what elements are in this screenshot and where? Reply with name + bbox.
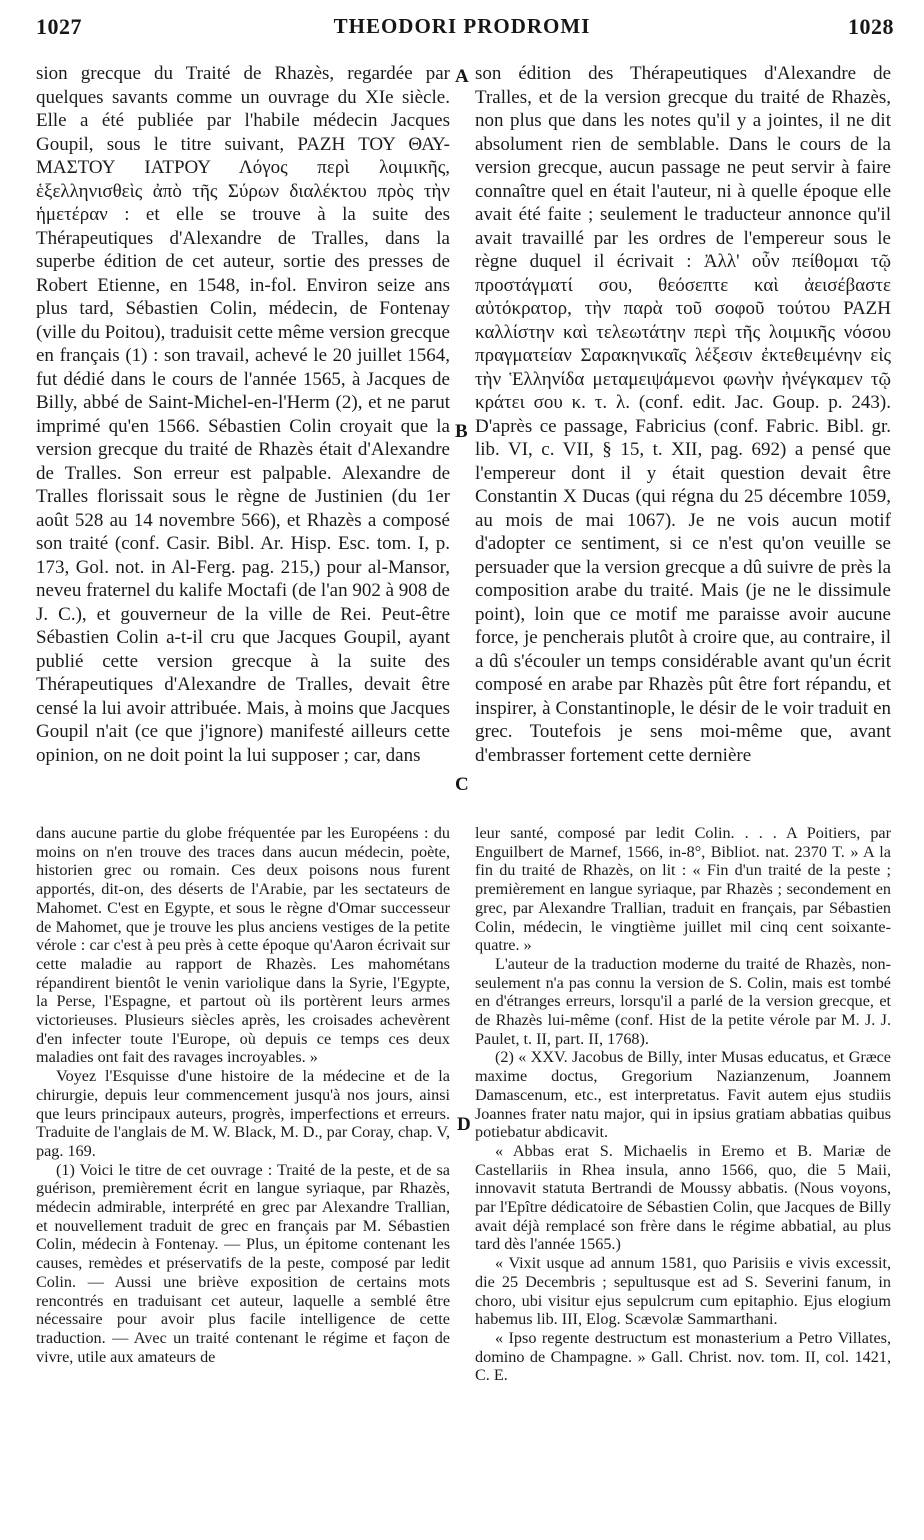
page-number-left: 1027 — [36, 14, 82, 39]
section-divider — [36, 806, 891, 807]
footnote-paragraph: dans aucune partie du globe fréquentée par les Européens : du moins on n'en trouve des traces dans aucun médecin, poète, historien grec ou romain. Ces deux poisons nous furent apportés, dit-on, des déserts de l'Arabie, par les sectateurs de Mahomet. C'est en Egypte, et sous le règne d'Omar successeur de Mahomet, que je trouve les plus anciens vestiges de la petite vérole : car c'est à peu près à cette époque qu'Aaron écrivait sur cette maladie au rapport de Rhazès. Les mahométans répandirent bientôt le venin varioliqu​e dans la Syrie, l'Egypte, la Perse, l'Espagne, et partout où ils portèrent leurs armes victorieuses. Plusieurs siècles après, les croisades achevèrent d'en infecter toute l'Europe, où depuis ce temps ces deux maladies ont fait des ravages incroyables. » — [36, 824, 450, 1067]
main-text-right-column — [475, 62, 891, 797]
section-marker-a: A — [455, 66, 469, 87]
running-title: THEODORI PRODROMI — [333, 14, 591, 38]
footnote-paragraph: « Abbas erat S. Michaelis in Eremo et B. Mariæ de Castellariis in Rhea insula, anno 1566, quo, die 5 Maii, innovavit statuta Bertrandi de Moussy abbatis. (Nous voyons, par l'Epître dédicatoire de Sébastien Colin, que Jacques de Billy avait déjà remplacé son frère dans le régime abbatial, au plus tard dès l'année 1565.) — [475, 1141, 891, 1254]
footnote-2: (2) « XXV. Jacobus de Billy, inter Musas educatus, et Græce maxime doctus, Gregorium Nazianzenum, Joannem Damascenum, etc., est interpretatus. Favit autem ejus studiis Joannes frater natu major, qui in ipsius gratiam abbatias quibus potiebatur abdicavit. — [475, 1048, 891, 1142]
footnotes-right-column — [475, 824, 891, 1524]
section-marker-c: C — [455, 774, 469, 795]
footnote-paragraph: « Ipso regente destructum est monasterium a Petro Villates, domino de Champagne. » Gall. Christ. nov. tom. II, col. 1421, C. E. — [475, 1328, 891, 1385]
main-text-left-paragraph: sion grecque du Traité de Rhazès, regardée par quelques savants comme un ouvrage du XIe siècle. Elle a été publiée par l'habile médecin Jacques Goupil, sous le titre suivant, ΡΑΖΗ ΤΟΥ ΘΑΥ-ΜΑΣΤΟΥ ΙΑΤΡΟΥ Λόγος περὶ λοιμικῆς, ἑξελληνισθεὶς ἀπὸ τῆς Σύρων διαλέκτου πρὸς τὴν ἡμετέραν : et elle se trouve à la suite des Thérapeutiques d'Alexandre de Tralles, dans la superbe édition de cet auteur, sortie des presses de Robert Etienne, en 1548, in-fol. Environ seize ans plus tard, Sébastien Colin, médecin, de Fontenay (ville du Poitou), traduisit cette même version grecque en français (1) : son travail, achevé le 20 juillet 1564, fut dédié dans le cours de l'année 1565, à Jacques de Billy, abbé de Saint-Michel-en-l'Herm (2), et ne parut imprimé qu'en 1566. Sébastien Colin croyait que la version grecque du traité de Rhazès était d'Alexandre de Tralles. Son erreur est palpable. Alexandre de Tralles florissait sous le règne de Justinien (du 1er août 528 au 14 novembre 566), et Rhazès a composé son traité (conf. Casir. Bibl. Ar. Hisp. Esc. tom. I, p. 173, Gol. not. in Al-Ferg. pag. 215,) pour al-Mansor, neveu fraternel du kalife Moctafi (de l'an 902 à 908 de J. C.), et gouverneur de la ville de Rei. Peut-être Sébastien Colin a-t-il cru que Jacques Goupil, ayant publié cette version grecque à la suite des Thérapeutiques d'Alexandre de Tralles, devait être censé la lui avoir attribuée. Mais, à moins que Jacques Goupil n'ait (ce que j'ignore) manifesté ailleurs cette opinion, on ne doit point la lui supposer ; car, dans — [36, 63, 450, 766]
footnote-paragraph: leur santé, composé par ledit Colin. . . . A Poitiers, par Enguilbert de Marnef, 1566, in-8°, Bibliot. nat. 2370 T. » A la fin du traité de Rhazès, on lit : « Fin d'un traité de la peste ; premièrement en langue syriaque, par Rhazès ; secondement en grec, par Alexandre Trallian, traduit en français, par Sébastien Colin, médecin, le vingtième juillet mil cinq cent soixante-quatre. » — [475, 824, 891, 955]
main-text-left-column — [36, 62, 450, 797]
page-number-right: 1028 — [848, 14, 894, 39]
section-marker-d: D — [457, 1114, 471, 1135]
footnote-1: (1) Voici le titre de cet ouvrage : Traité de la peste, et de sa guérison, premièrement écrit en langue syriaque, par Rhazès, médecin admirable, interprété en grec par Alexandre Trallian, et nouvellement traduit de grec en français par M. Sébastien Colin, médecin à Fontenay. — Plus, un épitome contenant les causes, remèdes et préservatifs de la peste, composé par ledit Colin. — Aussi une briève exposition de certains mots rencontrés en traduisant cet auteur, laquelle a semblé être nécessaire pour avoir plus facile intelligence de cette traduction. — Avec un traité contenant le régime et façon de vivre, utile aux amateurs de — [36, 1160, 450, 1366]
main-text-right-paragraph: son édition des Thérapeutiques d'Alexandre de Tralles, et de la version grecque du traité de Rhazès, non plus que dans les notes qu'il y a jointes, il ne dit absolument rien de semblable. Dans le cours de la version grecque, aucun passage ne peut servir à faire connaître quel en était l'auteur, ni à quelle époque elle avait été faite ; seulement le traducteur annonce qu'il avait travaillé par les ordres de l'empereur sous le règne duquel il écrivait : Ἀλλ' οὖν πείθομαι τῷ προστάγματί σου, θεόσεπτε καὶ ἀεισέβαστε αὐτόκρατορ, τὴν παρὰ τοῦ σοφοῦ τούτου ΡΑΖΗ καλλίστην καὶ τελεωτάτην περὶ τῆς λοιμικῆς νόσου πραγματείαν Σαρακηνικαῖς λέξεσιν ἐκτεθειμένην εἰς τὴν Ἑλληνίδα μεταμειψάμενοι φωνὴν ἠνέγκαμεν τῷ κράτει σου κ. τ. λ. (conf. edit. Jac. Goup. p. 243). D'après ce passage, Fabricius (conf. Fabric. Bibl. gr. lib. VI, c. VII, § 15, t. XII, pag. 692) a pensé que l'empereur dont il y était question devait être Constantin X Ducas (qui régna du 25 décembre 1059, au mois de mai 1067). Je ne vois aucun motif d'adopter ce sentiment, si ce n'est qu'on veuille se persuader que la version grecque a dû suivre de près la composition arabe du traité. Mais (je ne le dissimule point), loin que ce motif me paraisse avoir aucune force, je pencherais plutôt à croire que, au contraire, il a dû s'écouler un temps considérable avant qu'un écrit composé en arabe par Rhazès pût être fort répandu, et inspirer, à Constantinople, le désir de le voir traduit en grec. Toutefois je sens moi-même que, avant d'embrasser fortement cette dernière — [475, 63, 891, 766]
footnote-paragraph: L'auteur de la traduction moderne du traité de Rhazès, non-seulement n'a pas connu la version de S. Colin, mais est tombé en d'étranges erreurs, lorsqu'il a parlé de la version grecque, et de Rhazès lui-même (conf. Hist de la petite vérole par M. J. J. Paulet, t. II, part. II, 1768). — [475, 954, 891, 1048]
footnote-paragraph: « Vixit usque ad annum 1581, quo Parisiis e vivis excessit, die 25 Decembris ; sepultusque est ad S. Severini fanum, in choro, ubi visitur ejus sepulcrum cum epitaphio. Ejus elogium habemus lib. III, Elog. Scævolæ Sammarthani. — [475, 1254, 891, 1329]
section-marker-b: B — [455, 421, 468, 442]
footnotes-left-column — [36, 824, 450, 1444]
footnote-paragraph: Voyez l'Esquisse d'une histoire de la médecine et de la chirurgie, depuis leur commencement jusqu'à nos jours, ainsi que leurs principaux auteurs, progrès, imperfections et erreurs. Traduite de l'anglais de M. W. Black, M. D., par Coray, chap. V, pag. 169. — [36, 1067, 450, 1160]
